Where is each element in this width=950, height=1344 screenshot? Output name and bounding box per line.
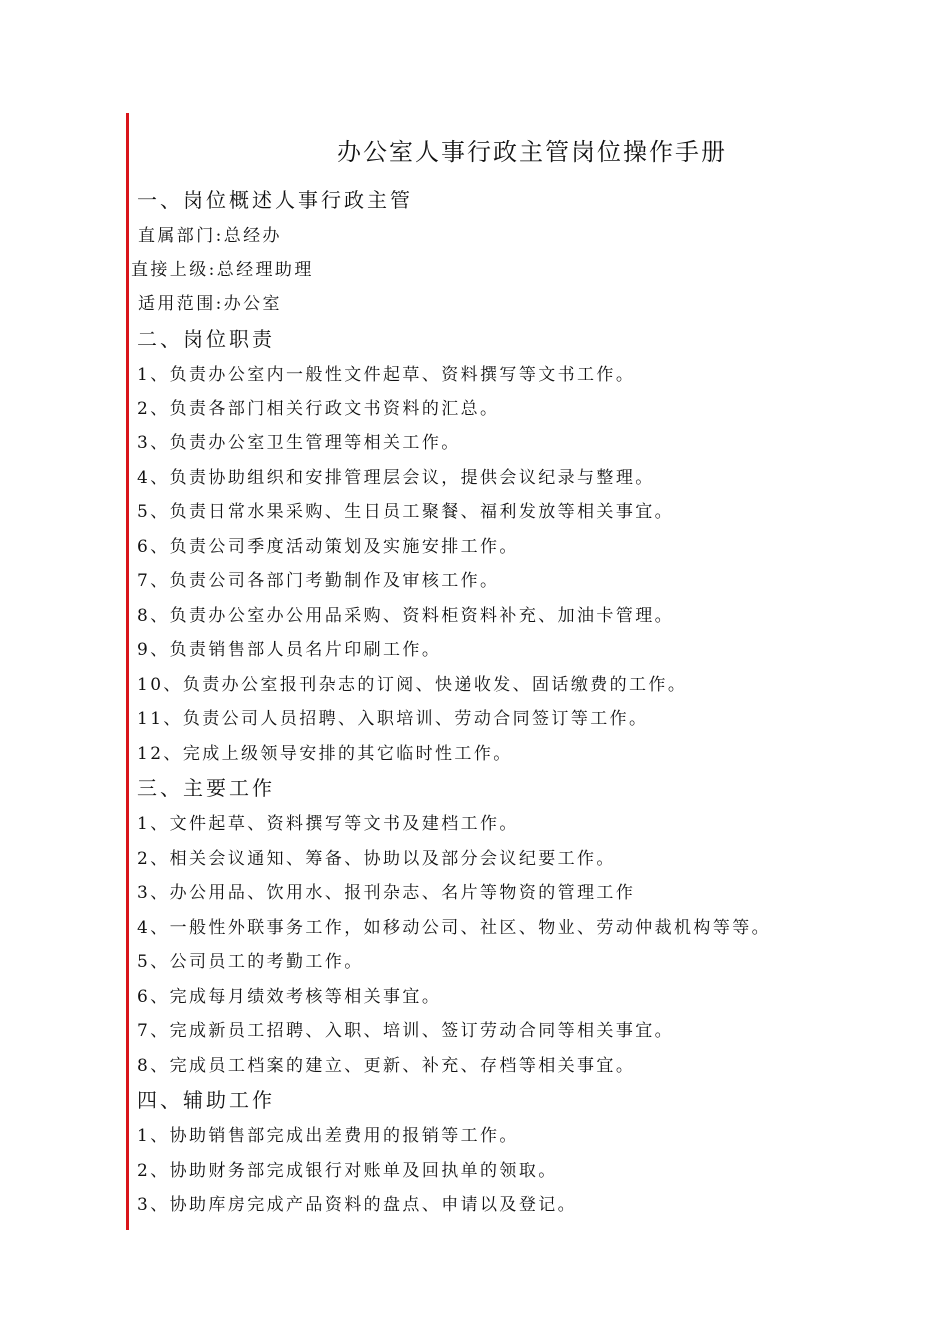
supervisor-line: 直接上级:总经理助理 xyxy=(131,260,314,280)
duty-item: 7、负责公司各部门考勤制作及审核工作。 xyxy=(137,571,500,591)
main-work-item: 4、一般性外联事务工作，如移动公司、社区、物业、劳动仲裁机构等等。 xyxy=(137,918,772,938)
duty-item: 11、负责公司人员招聘、入职培训、劳动合同签订等工作。 xyxy=(137,709,649,729)
duty-item: 6、负责公司季度活动策划及实施安排工作。 xyxy=(137,537,519,557)
duty-item: 2、负责各部门相关行政文书资料的汇总。 xyxy=(137,399,500,419)
main-work-item: 6、完成每月绩效考核等相关事宜。 xyxy=(137,987,442,1007)
duty-item: 3、负责办公室卫生管理等相关工作。 xyxy=(137,433,461,453)
main-work-item: 1、文件起草、资料撰写等文书及建档工作。 xyxy=(137,814,519,834)
duty-item: 4、负责协助组织和安排管理层会议，提供会议纪录与整理。 xyxy=(137,468,655,488)
duty-item: 8、负责办公室办公用品采购、资料柜资料补充、加油卡管理。 xyxy=(137,606,675,626)
duty-item: 12、完成上级领导安排的其它临时性工作。 xyxy=(137,744,513,764)
auxiliary-work-item: 1、协助销售部完成出差费用的报销等工作。 xyxy=(137,1126,519,1146)
document-title: 办公室人事行政主管岗位操作手册 xyxy=(337,138,727,166)
main-work-item: 3、办公用品、饮用水、报刊杂志、名片等物资的管理工作 xyxy=(137,883,636,903)
duty-item: 1、负责办公室内一般性文件起草、资料撰写等文书工作。 xyxy=(137,365,636,385)
margin-rule xyxy=(126,113,129,1230)
main-work-item: 5、公司员工的考勤工作。 xyxy=(137,952,364,972)
auxiliary-work-item: 3、协助库房完成产品资料的盘点、申请以及登记。 xyxy=(137,1195,578,1215)
scope-line: 适用范围:办公室 xyxy=(138,294,282,314)
main-work-item: 8、完成员工档案的建立、更新、补充、存档等相关事宜。 xyxy=(137,1056,636,1076)
duty-item: 5、负责日常水果采购、生日员工聚餐、福利发放等相关事宜。 xyxy=(137,502,675,522)
duty-item: 9、负责销售部人员名片印刷工作。 xyxy=(137,640,442,660)
main-work-item: 2、相关会议通知、筹备、协助以及部分会议纪要工作。 xyxy=(137,849,616,869)
auxiliary-work-item: 2、协助财务部完成银行对账单及回执单的领取。 xyxy=(137,1161,558,1181)
section-heading-overview: 一、岗位概述人事行政主管 xyxy=(137,188,413,212)
duty-item: 10、负责办公室报刊杂志的订阅、快递收发、固话缴费的工作。 xyxy=(137,675,688,695)
section-heading-main-work: 三、主要工作 xyxy=(137,776,275,800)
department-line: 直属部门:总经办 xyxy=(138,226,282,246)
main-work-item: 7、完成新员工招聘、入职、培训、签订劳动合同等相关事宜。 xyxy=(137,1021,675,1041)
section-heading-auxiliary-work: 四、辅助工作 xyxy=(137,1088,275,1112)
section-heading-duties: 二、岗位职责 xyxy=(137,327,275,351)
